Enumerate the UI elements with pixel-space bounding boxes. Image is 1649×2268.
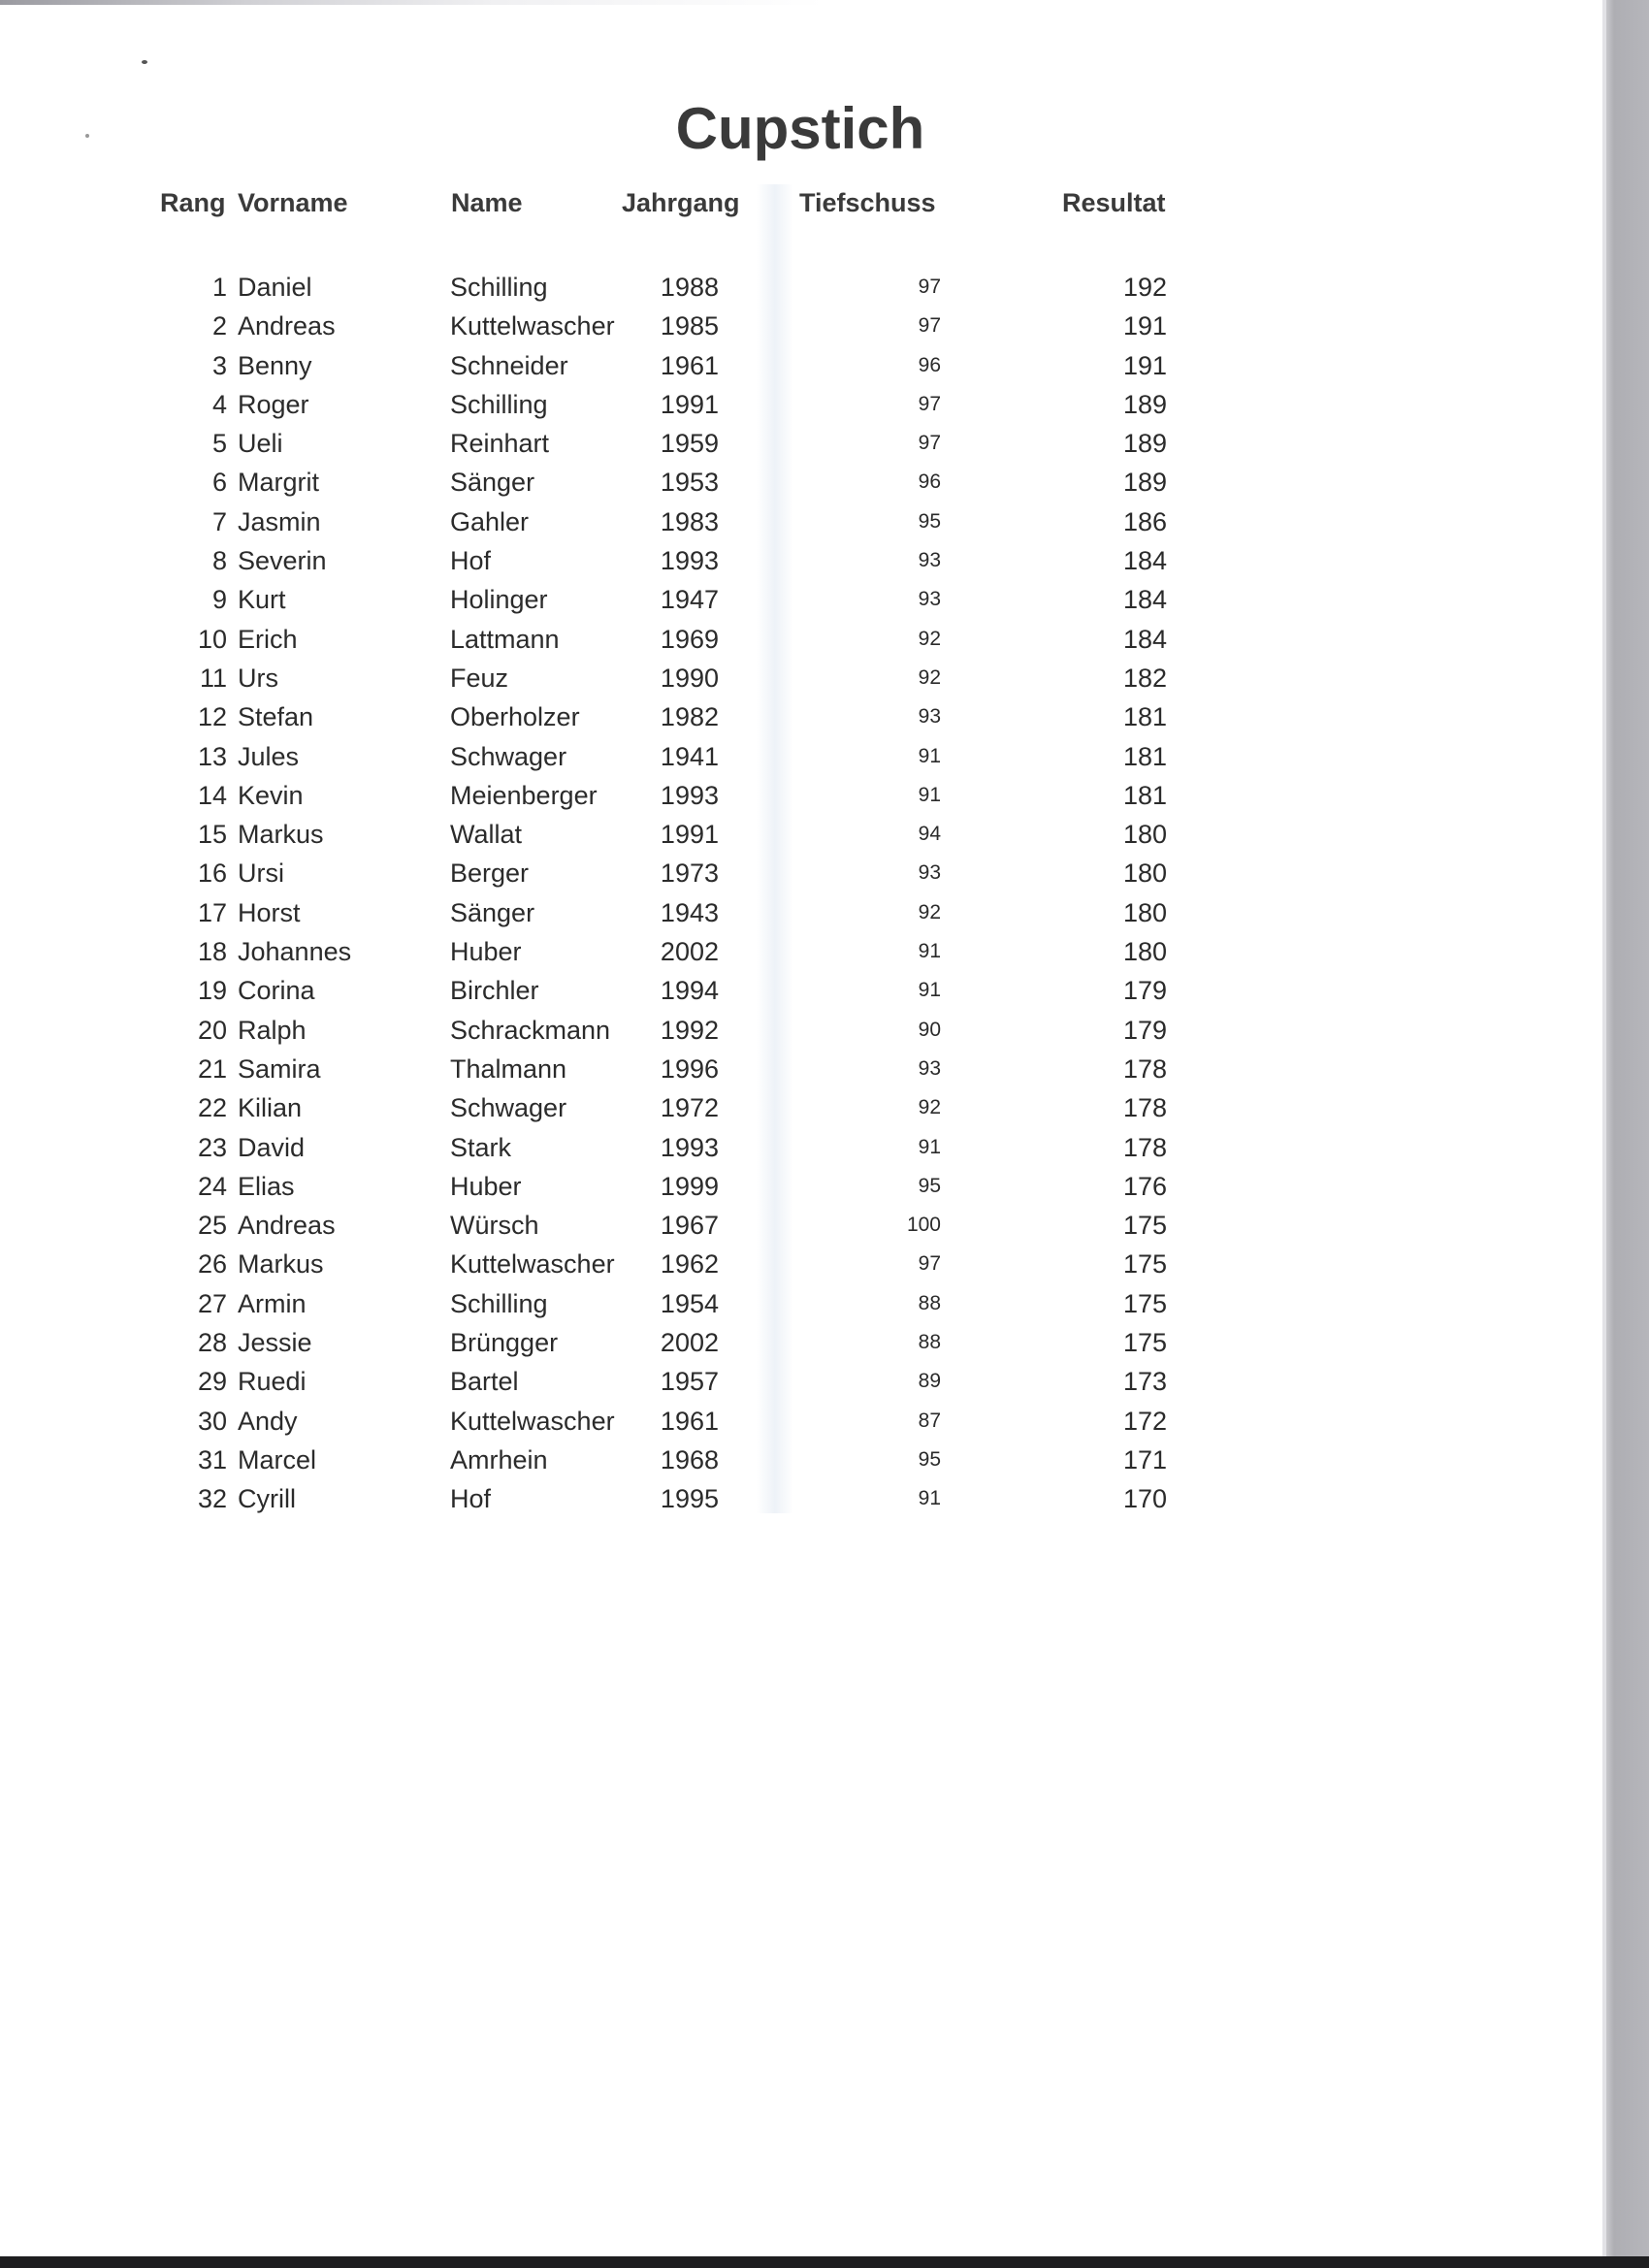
cell-resultat: 181: [1122, 741, 1167, 771]
cell-tiefschuss: 93: [918, 861, 941, 885]
cell-jahrgang: 2002: [660, 937, 719, 967]
cell-resultat: 175: [1122, 1288, 1167, 1318]
cell-jahrgang: 1995: [660, 1484, 719, 1514]
cell-resultat: 189: [1122, 429, 1167, 459]
table-row: [0, 697, 1261, 736]
cell-rang: 4: [211, 389, 227, 419]
cell-vorname: Ursi: [238, 859, 284, 889]
cell-tiefschuss: 92: [918, 627, 941, 650]
cell-vorname: Benny: [238, 350, 312, 380]
table-row: [0, 1088, 1261, 1127]
cell-jahrgang: 1961: [660, 1406, 719, 1436]
table-row: [0, 1323, 1261, 1362]
header-name: Name: [451, 188, 523, 217]
table-row: [0, 971, 1261, 1010]
cell-tiefschuss: 95: [918, 509, 941, 533]
cell-vorname: Armin: [238, 1288, 307, 1318]
cell-name: Birchler: [450, 976, 539, 1006]
cell-tiefschuss: 100: [906, 1214, 941, 1237]
cell-resultat: 180: [1122, 859, 1167, 889]
cell-vorname: Ruedi: [238, 1367, 307, 1397]
cell-resultat: 170: [1122, 1484, 1167, 1514]
cell-jahrgang: 1996: [660, 1053, 719, 1084]
cell-rang: 17: [197, 897, 227, 927]
cell-rang: 1: [211, 273, 227, 302]
cell-name: Schilling: [450, 273, 548, 302]
cell-resultat: 181: [1122, 702, 1167, 732]
table-row: [0, 424, 1261, 463]
cell-resultat: 175: [1122, 1211, 1167, 1241]
cell-vorname: Urs: [238, 663, 278, 693]
cell-resultat: 191: [1122, 311, 1167, 341]
cell-name: Hof: [450, 1484, 492, 1514]
cell-jahrgang: 1988: [660, 273, 719, 302]
cell-resultat: 180: [1122, 897, 1167, 927]
cell-vorname: Marcel: [238, 1444, 317, 1474]
cell-vorname: Samira: [238, 1053, 321, 1084]
cell-rang: 2: [211, 311, 227, 341]
cell-resultat: 173: [1122, 1367, 1167, 1397]
table-row: [0, 346, 1261, 385]
cell-vorname: Corina: [238, 976, 315, 1006]
cell-name: Gahler: [450, 506, 530, 536]
cell-vorname: Kurt: [238, 585, 286, 615]
cell-tiefschuss: 91: [918, 1135, 941, 1158]
cell-name: Meienberger: [450, 780, 598, 810]
cell-resultat: 184: [1122, 546, 1167, 576]
cell-name: Reinhart: [450, 429, 550, 459]
cell-tiefschuss: 97: [918, 314, 941, 338]
cell-tiefschuss: 97: [918, 392, 941, 415]
table-row: [0, 1050, 1261, 1088]
cell-resultat: 179: [1122, 1015, 1167, 1045]
cell-vorname: Markus: [238, 820, 324, 850]
cell-resultat: 178: [1122, 1053, 1167, 1084]
cell-name: Feuz: [450, 663, 509, 693]
cell-name: Huber: [450, 1171, 522, 1201]
cell-tiefschuss: 87: [918, 1409, 941, 1432]
cell-jahrgang: 1973: [660, 859, 719, 889]
cell-name: Würsch: [450, 1211, 539, 1241]
cell-name: Wallat: [450, 820, 523, 850]
cell-vorname: Jules: [238, 741, 300, 771]
cell-vorname: Stefan: [238, 702, 314, 732]
cell-tiefschuss: 91: [918, 979, 941, 1002]
scan-bottom-edge: [0, 2256, 1649, 2268]
cell-resultat: 176: [1122, 1171, 1167, 1201]
table-row: [0, 1206, 1261, 1245]
cell-tiefschuss: 91: [918, 940, 941, 963]
cell-jahrgang: 2002: [660, 1328, 719, 1358]
table-row: [0, 1284, 1261, 1323]
cell-vorname: Kilian: [238, 1093, 303, 1123]
cell-jahrgang: 1993: [660, 780, 719, 810]
cell-jahrgang: 1985: [660, 311, 719, 341]
cell-vorname: Horst: [238, 897, 301, 927]
cell-resultat: 180: [1122, 937, 1167, 967]
cell-jahrgang: 1941: [660, 741, 719, 771]
table-row: [0, 893, 1261, 932]
cell-name: Schwager: [450, 1093, 567, 1123]
cell-resultat: 178: [1122, 1132, 1167, 1162]
scan-top-edge: [0, 0, 1649, 5]
cell-rang: 12: [197, 702, 227, 732]
cell-jahrgang: 1999: [660, 1171, 719, 1201]
cell-jahrgang: 1962: [660, 1249, 719, 1280]
cell-name: Schneider: [450, 350, 568, 380]
header-tiefschuss: Tiefschuss: [799, 188, 936, 217]
cell-jahrgang: 1994: [660, 976, 719, 1006]
cell-tiefschuss: 94: [918, 823, 941, 846]
cell-jahrgang: 1959: [660, 429, 719, 459]
cell-name: Stark: [450, 1132, 512, 1162]
cell-rang: 8: [211, 546, 227, 576]
cell-tiefschuss: 93: [918, 705, 941, 729]
cell-name: Thalmann: [450, 1053, 567, 1084]
cell-tiefschuss: 96: [918, 353, 941, 376]
cell-resultat: 172: [1122, 1406, 1167, 1436]
cell-resultat: 179: [1122, 976, 1167, 1006]
cell-name: Lattmann: [450, 624, 560, 654]
cell-jahrgang: 1953: [660, 468, 719, 498]
cell-rang: 32: [197, 1484, 227, 1514]
cell-name: Holinger: [450, 585, 548, 615]
cell-vorname: Ralph: [238, 1015, 307, 1045]
cell-name: Kuttelwascher: [450, 1249, 615, 1280]
table-row: [0, 815, 1261, 854]
table-row: [0, 854, 1261, 892]
cell-tiefschuss: 93: [918, 549, 941, 572]
scan-speck: [142, 60, 147, 64]
table-row: [0, 1441, 1261, 1479]
cell-name: Amrhein: [450, 1444, 548, 1474]
cell-name: Sänger: [450, 897, 535, 927]
cell-rang: 25: [197, 1211, 227, 1241]
cell-rang: 9: [211, 585, 227, 615]
table-row: [0, 1128, 1261, 1167]
cell-resultat: 192: [1122, 273, 1167, 302]
cell-rang: 30: [197, 1406, 227, 1436]
cell-vorname: Johannes: [238, 937, 352, 967]
cell-tiefschuss: 96: [918, 470, 941, 494]
cell-rang: 3: [211, 350, 227, 380]
cell-tiefschuss: 95: [918, 1447, 941, 1471]
cell-vorname: Roger: [238, 389, 309, 419]
cell-jahrgang: 1954: [660, 1288, 719, 1318]
cell-resultat: 189: [1122, 468, 1167, 498]
cell-rang: 28: [197, 1328, 227, 1358]
table-row: [0, 580, 1261, 619]
table-row: [0, 659, 1261, 697]
cell-resultat: 189: [1122, 389, 1167, 419]
cell-rang: 31: [197, 1444, 227, 1474]
cell-name: Oberholzer: [450, 702, 580, 732]
cell-tiefschuss: 91: [918, 744, 941, 767]
cell-tiefschuss: 97: [918, 275, 941, 298]
table-row: [0, 502, 1261, 541]
cell-jahrgang: 1983: [660, 506, 719, 536]
cell-rang: 16: [197, 859, 227, 889]
table-row: [0, 1479, 1261, 1518]
cell-jahrgang: 1943: [660, 897, 719, 927]
cell-name: Schrackmann: [450, 1015, 611, 1045]
table-row: [0, 1167, 1261, 1206]
cell-tiefschuss: 90: [918, 1018, 941, 1041]
cell-name: Hof: [450, 546, 492, 576]
cell-vorname: Severin: [238, 546, 327, 576]
cell-tiefschuss: 91: [918, 783, 941, 806]
cell-tiefschuss: 91: [918, 1487, 941, 1510]
cell-vorname: Jessie: [238, 1328, 312, 1358]
cell-vorname: David: [238, 1132, 306, 1162]
cell-jahrgang: 1992: [660, 1015, 719, 1045]
cell-vorname: Andreas: [238, 311, 336, 341]
header-rang: Rang: [160, 188, 226, 217]
cell-resultat: 186: [1122, 506, 1167, 536]
cell-resultat: 180: [1122, 820, 1167, 850]
cell-name: Berger: [450, 859, 530, 889]
table-row: [0, 385, 1261, 424]
header-jahrgang: Jahrgang: [622, 188, 740, 217]
header-vorname: Vorname: [238, 188, 348, 217]
cell-rang: 13: [197, 741, 227, 771]
cell-resultat: 171: [1122, 1444, 1167, 1474]
cell-rang: 14: [197, 780, 227, 810]
cell-vorname: Jasmin: [238, 506, 321, 536]
cell-rang: 24: [197, 1171, 227, 1201]
cell-name: Kuttelwascher: [450, 311, 615, 341]
cell-jahrgang: 1990: [660, 663, 719, 693]
cell-resultat: 191: [1122, 350, 1167, 380]
cell-jahrgang: 1968: [660, 1444, 719, 1474]
cell-rang: 6: [211, 468, 227, 498]
table-row: [0, 932, 1261, 971]
table-row: [0, 620, 1261, 659]
cell-jahrgang: 1982: [660, 702, 719, 732]
cell-rang: 19: [197, 976, 227, 1006]
cell-resultat: 182: [1122, 663, 1167, 693]
cell-rang: 22: [197, 1093, 227, 1123]
cell-resultat: 181: [1122, 780, 1167, 810]
cell-name: Sänger: [450, 468, 535, 498]
cell-vorname: Daniel: [238, 273, 312, 302]
table-row: [0, 1402, 1261, 1441]
cell-name: Brüngger: [450, 1328, 559, 1358]
cell-jahrgang: 1972: [660, 1093, 719, 1123]
cell-tiefschuss: 93: [918, 588, 941, 611]
table-row: [0, 541, 1261, 580]
header-resultat: Resultat: [1062, 188, 1166, 217]
cell-vorname: Cyrill: [238, 1484, 296, 1514]
cell-tiefschuss: 92: [918, 900, 941, 923]
cell-rang: 11: [199, 663, 227, 693]
cell-jahrgang: 1947: [660, 585, 719, 615]
cell-name: Schilling: [450, 1288, 548, 1318]
cell-rang: 10: [197, 624, 227, 654]
cell-rang: 29: [197, 1367, 227, 1397]
cell-tiefschuss: 88: [918, 1291, 941, 1314]
cell-rang: 21: [197, 1053, 227, 1084]
cell-name: Huber: [450, 937, 522, 967]
page-title: Cupstich: [675, 96, 925, 161]
scan-speck: [85, 134, 89, 138]
cell-vorname: Andy: [238, 1406, 298, 1436]
cell-tiefschuss: 97: [918, 1252, 941, 1276]
cell-tiefschuss: 89: [918, 1370, 941, 1393]
cell-vorname: Markus: [238, 1249, 324, 1280]
cell-name: Schwager: [450, 741, 567, 771]
cell-jahrgang: 1993: [660, 546, 719, 576]
cell-rang: 7: [211, 506, 227, 536]
cell-resultat: 178: [1122, 1093, 1167, 1123]
cell-jahrgang: 1991: [660, 389, 719, 419]
table-row: [0, 737, 1261, 776]
cell-tiefschuss: 92: [918, 665, 941, 689]
cell-vorname: Ueli: [238, 429, 283, 459]
cell-vorname: Erich: [238, 624, 298, 654]
table-row: [0, 1011, 1261, 1050]
cell-vorname: Margrit: [238, 468, 320, 498]
cell-tiefschuss: 93: [918, 1056, 941, 1080]
cell-jahrgang: 1961: [660, 350, 719, 380]
table-row: [0, 1245, 1261, 1283]
cell-resultat: 175: [1122, 1249, 1167, 1280]
scan-right-edge: [1606, 0, 1649, 2268]
cell-jahrgang: 1991: [660, 820, 719, 850]
cell-jahrgang: 1993: [660, 1132, 719, 1162]
cell-jahrgang: 1969: [660, 624, 719, 654]
cell-name: Schilling: [450, 389, 548, 419]
cell-tiefschuss: 92: [918, 1096, 941, 1119]
cell-vorname: Andreas: [238, 1211, 336, 1241]
cell-resultat: 175: [1122, 1328, 1167, 1358]
cell-jahrgang: 1957: [660, 1367, 719, 1397]
cell-rang: 27: [197, 1288, 227, 1318]
results-table: [0, 268, 1261, 1519]
cell-rang: 20: [197, 1015, 227, 1045]
table-row: [0, 307, 1261, 345]
cell-tiefschuss: 95: [918, 1174, 941, 1197]
table-row: [0, 268, 1261, 307]
table-row: [0, 463, 1261, 502]
cell-tiefschuss: 97: [918, 432, 941, 455]
cell-tiefschuss: 88: [918, 1331, 941, 1354]
cell-rang: 5: [211, 429, 227, 459]
table-row: [0, 776, 1261, 815]
cell-resultat: 184: [1122, 585, 1167, 615]
table-row: [0, 1362, 1261, 1401]
cell-resultat: 184: [1122, 624, 1167, 654]
cell-name: Bartel: [450, 1367, 519, 1397]
cell-rang: 23: [197, 1132, 227, 1162]
cell-rang: 15: [197, 820, 227, 850]
cell-rang: 26: [197, 1249, 227, 1280]
cell-name: Kuttelwascher: [450, 1406, 615, 1436]
cell-rang: 18: [197, 937, 227, 967]
cell-vorname: Elias: [238, 1171, 295, 1201]
cell-vorname: Kevin: [238, 780, 304, 810]
cell-jahrgang: 1967: [660, 1211, 719, 1241]
